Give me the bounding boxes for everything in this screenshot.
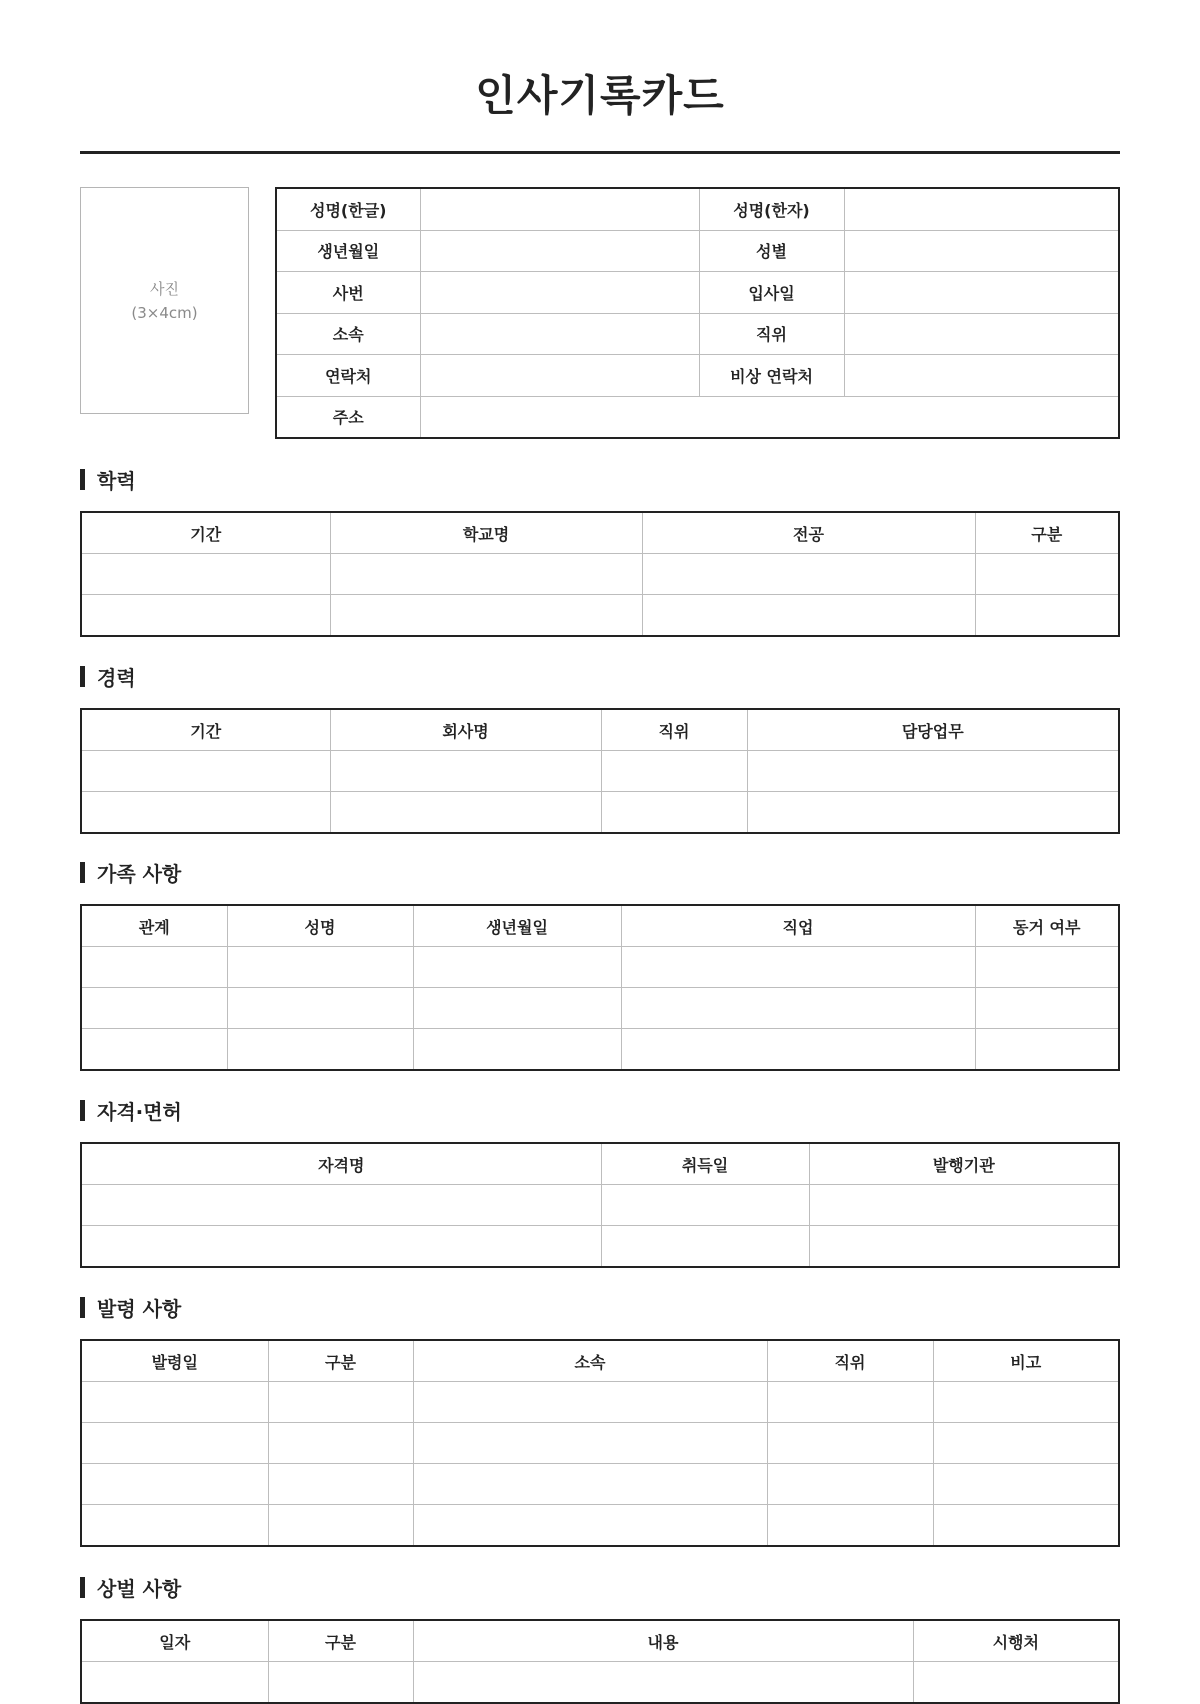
table-cell[interactable]	[413, 947, 621, 988]
column-header: 생년월일	[413, 905, 621, 947]
table-cell[interactable]	[621, 988, 975, 1029]
table-row	[276, 396, 1119, 438]
section-heading-appointment	[80, 1295, 181, 1319]
label-emergency: 비상 연락처	[699, 355, 844, 397]
table-cell[interactable]	[81, 1029, 227, 1071]
photo-box[interactable]	[80, 187, 249, 414]
section-title: 자격·면허	[97, 1099, 182, 1124]
photo-size: (3×4cm)	[131, 303, 198, 322]
column-header: 기간	[81, 512, 330, 554]
section-marker	[80, 862, 85, 883]
table-cell[interactable]	[81, 1185, 601, 1226]
join-date-field[interactable]	[844, 272, 1119, 314]
gender-field[interactable]	[844, 230, 1119, 272]
section-marker	[80, 1100, 85, 1121]
education-table	[80, 511, 1120, 637]
table-cell[interactable]	[601, 1185, 809, 1226]
section-marker	[80, 666, 85, 687]
table-cell[interactable]	[413, 1505, 767, 1547]
award-table	[80, 1619, 1120, 1704]
emp-no-field[interactable]	[420, 272, 699, 314]
table-cell[interactable]	[268, 1423, 413, 1464]
basic-info-table	[275, 187, 1120, 439]
title-divider	[80, 151, 1120, 154]
column-header: 직위	[601, 709, 747, 751]
table-row	[81, 792, 1119, 834]
table-row	[81, 988, 1119, 1029]
column-header: 관계	[81, 905, 227, 947]
table-cell[interactable]	[268, 1382, 413, 1423]
table-cell[interactable]	[601, 792, 747, 834]
table-cell[interactable]	[81, 595, 330, 637]
table-cell[interactable]	[81, 554, 330, 595]
page-title: 인사기록카드	[475, 71, 725, 120]
table-row	[276, 313, 1119, 355]
section-marker	[80, 1577, 85, 1598]
table-row	[81, 1382, 1119, 1423]
table-cell[interactable]	[747, 792, 1119, 834]
emergency-field[interactable]	[844, 355, 1119, 397]
label-name-hanja: 성명(한자)	[699, 188, 844, 230]
column-header: 내용	[413, 1620, 913, 1662]
table-cell[interactable]	[330, 751, 601, 792]
column-header: 동거 여부	[975, 905, 1119, 947]
table-cell[interactable]	[227, 947, 413, 988]
section-heading-award	[80, 1575, 181, 1599]
table-cell[interactable]	[81, 751, 330, 792]
label-position: 직위	[699, 313, 844, 355]
section-title: 가족 사항	[97, 861, 182, 886]
table-row	[81, 595, 1119, 637]
label-join-date: 입사일	[699, 272, 844, 314]
photo-label: 사진	[150, 279, 179, 298]
table-cell[interactable]	[642, 554, 975, 595]
table-cell[interactable]	[227, 988, 413, 1029]
table-row	[276, 272, 1119, 314]
table-cell[interactable]	[809, 1185, 1119, 1226]
table-cell[interactable]	[642, 595, 975, 637]
dept-field[interactable]	[420, 313, 699, 355]
table-header-row	[81, 1340, 1119, 1382]
table-cell[interactable]	[81, 792, 330, 834]
label-birth: 생년월일	[276, 230, 420, 272]
table-header-row	[81, 905, 1119, 947]
column-header: 직업	[621, 905, 975, 947]
license-table	[80, 1142, 1120, 1268]
table-row	[276, 230, 1119, 272]
column-header: 자격명	[81, 1143, 601, 1185]
section-title: 학력	[97, 468, 136, 493]
table-cell[interactable]	[81, 1464, 268, 1505]
career-table	[80, 708, 1120, 834]
table-cell[interactable]	[81, 1226, 601, 1268]
section-heading-education	[80, 467, 136, 491]
column-header: 비고	[933, 1340, 1119, 1382]
table-row	[81, 1423, 1119, 1464]
column-header: 구분	[975, 512, 1119, 554]
table-cell[interactable]	[767, 1505, 933, 1547]
column-header: 직위	[767, 1340, 933, 1382]
label-gender: 성별	[699, 230, 844, 272]
table-header-row	[81, 1143, 1119, 1185]
column-header: 취득일	[601, 1143, 809, 1185]
label-emp-no: 사번	[276, 272, 420, 314]
label-dept: 소속	[276, 313, 420, 355]
table-cell[interactable]	[601, 751, 747, 792]
table-cell[interactable]	[413, 1464, 767, 1505]
table-cell[interactable]	[330, 554, 642, 595]
table-cell[interactable]	[975, 1029, 1119, 1071]
table-cell[interactable]	[975, 947, 1119, 988]
section-heading-career	[80, 664, 136, 688]
table-cell[interactable]	[227, 1029, 413, 1071]
column-header: 기간	[81, 709, 330, 751]
table-header-row	[81, 1620, 1119, 1662]
column-header: 구분	[268, 1620, 413, 1662]
column-header: 회사명	[330, 709, 601, 751]
section-marker	[80, 1297, 85, 1318]
section-title: 상벌 사항	[97, 1576, 182, 1601]
birth-field[interactable]	[420, 230, 699, 272]
appointment-table	[80, 1339, 1120, 1547]
table-cell[interactable]	[330, 595, 642, 637]
family-table	[80, 904, 1120, 1071]
table-cell[interactable]	[933, 1382, 1119, 1423]
table-row	[81, 1029, 1119, 1071]
table-cell[interactable]	[621, 1029, 975, 1071]
column-header: 소속	[413, 1340, 767, 1382]
table-cell[interactable]	[975, 554, 1119, 595]
column-header: 발령일	[81, 1340, 268, 1382]
table-cell[interactable]	[767, 1382, 933, 1423]
position-field[interactable]	[844, 313, 1119, 355]
column-header: 담당업무	[747, 709, 1119, 751]
column-header: 시행처	[913, 1620, 1119, 1662]
table-cell[interactable]	[975, 988, 1119, 1029]
column-header: 구분	[268, 1340, 413, 1382]
table-cell[interactable]	[268, 1464, 413, 1505]
table-cell[interactable]	[413, 988, 621, 1029]
table-cell[interactable]	[81, 1423, 268, 1464]
section-heading-family	[80, 860, 181, 884]
name-hanja-field[interactable]	[844, 188, 1119, 230]
table-cell[interactable]	[767, 1423, 933, 1464]
column-header: 성명	[227, 905, 413, 947]
table-cell[interactable]	[413, 1423, 767, 1464]
label-address: 주소	[276, 396, 420, 438]
table-row	[81, 751, 1119, 792]
table-row	[81, 1464, 1119, 1505]
table-cell[interactable]	[621, 947, 975, 988]
table-cell[interactable]	[809, 1226, 1119, 1268]
table-cell[interactable]	[268, 1505, 413, 1547]
table-cell[interactable]	[933, 1464, 1119, 1505]
table-cell[interactable]	[933, 1505, 1119, 1547]
table-cell[interactable]	[933, 1423, 1119, 1464]
table-row	[81, 554, 1119, 595]
table-cell[interactable]	[601, 1226, 809, 1268]
table-row	[81, 1185, 1119, 1226]
label-name-kr: 성명(한글)	[276, 188, 420, 230]
table-cell[interactable]	[330, 792, 601, 834]
column-header: 발행기관	[809, 1143, 1119, 1185]
section-title: 경력	[97, 665, 136, 690]
table-row	[276, 355, 1119, 397]
table-row	[81, 1505, 1119, 1547]
column-header: 일자	[81, 1620, 268, 1662]
table-cell[interactable]	[975, 595, 1119, 637]
section-heading-license	[80, 1098, 182, 1122]
contact-field[interactable]	[420, 355, 699, 397]
table-cell[interactable]	[81, 947, 227, 988]
table-header-row	[81, 709, 1119, 751]
table-cell[interactable]	[767, 1464, 933, 1505]
address-field[interactable]	[420, 396, 1119, 438]
label-contact: 연락처	[276, 355, 420, 397]
name-kr-field[interactable]	[420, 188, 699, 230]
table-cell[interactable]	[747, 751, 1119, 792]
column-header: 전공	[642, 512, 975, 554]
table-row	[276, 188, 1119, 230]
section-title: 발령 사항	[97, 1296, 182, 1321]
table-cell[interactable]	[81, 988, 227, 1029]
section-marker	[80, 469, 85, 490]
table-cell[interactable]	[81, 1505, 268, 1547]
table-header-row	[81, 512, 1119, 554]
table-row	[81, 947, 1119, 988]
column-header: 학교명	[330, 512, 642, 554]
table-row	[81, 1226, 1119, 1268]
table-cell[interactable]	[81, 1382, 268, 1423]
table-cell[interactable]	[413, 1029, 621, 1071]
table-cell[interactable]	[413, 1382, 767, 1423]
